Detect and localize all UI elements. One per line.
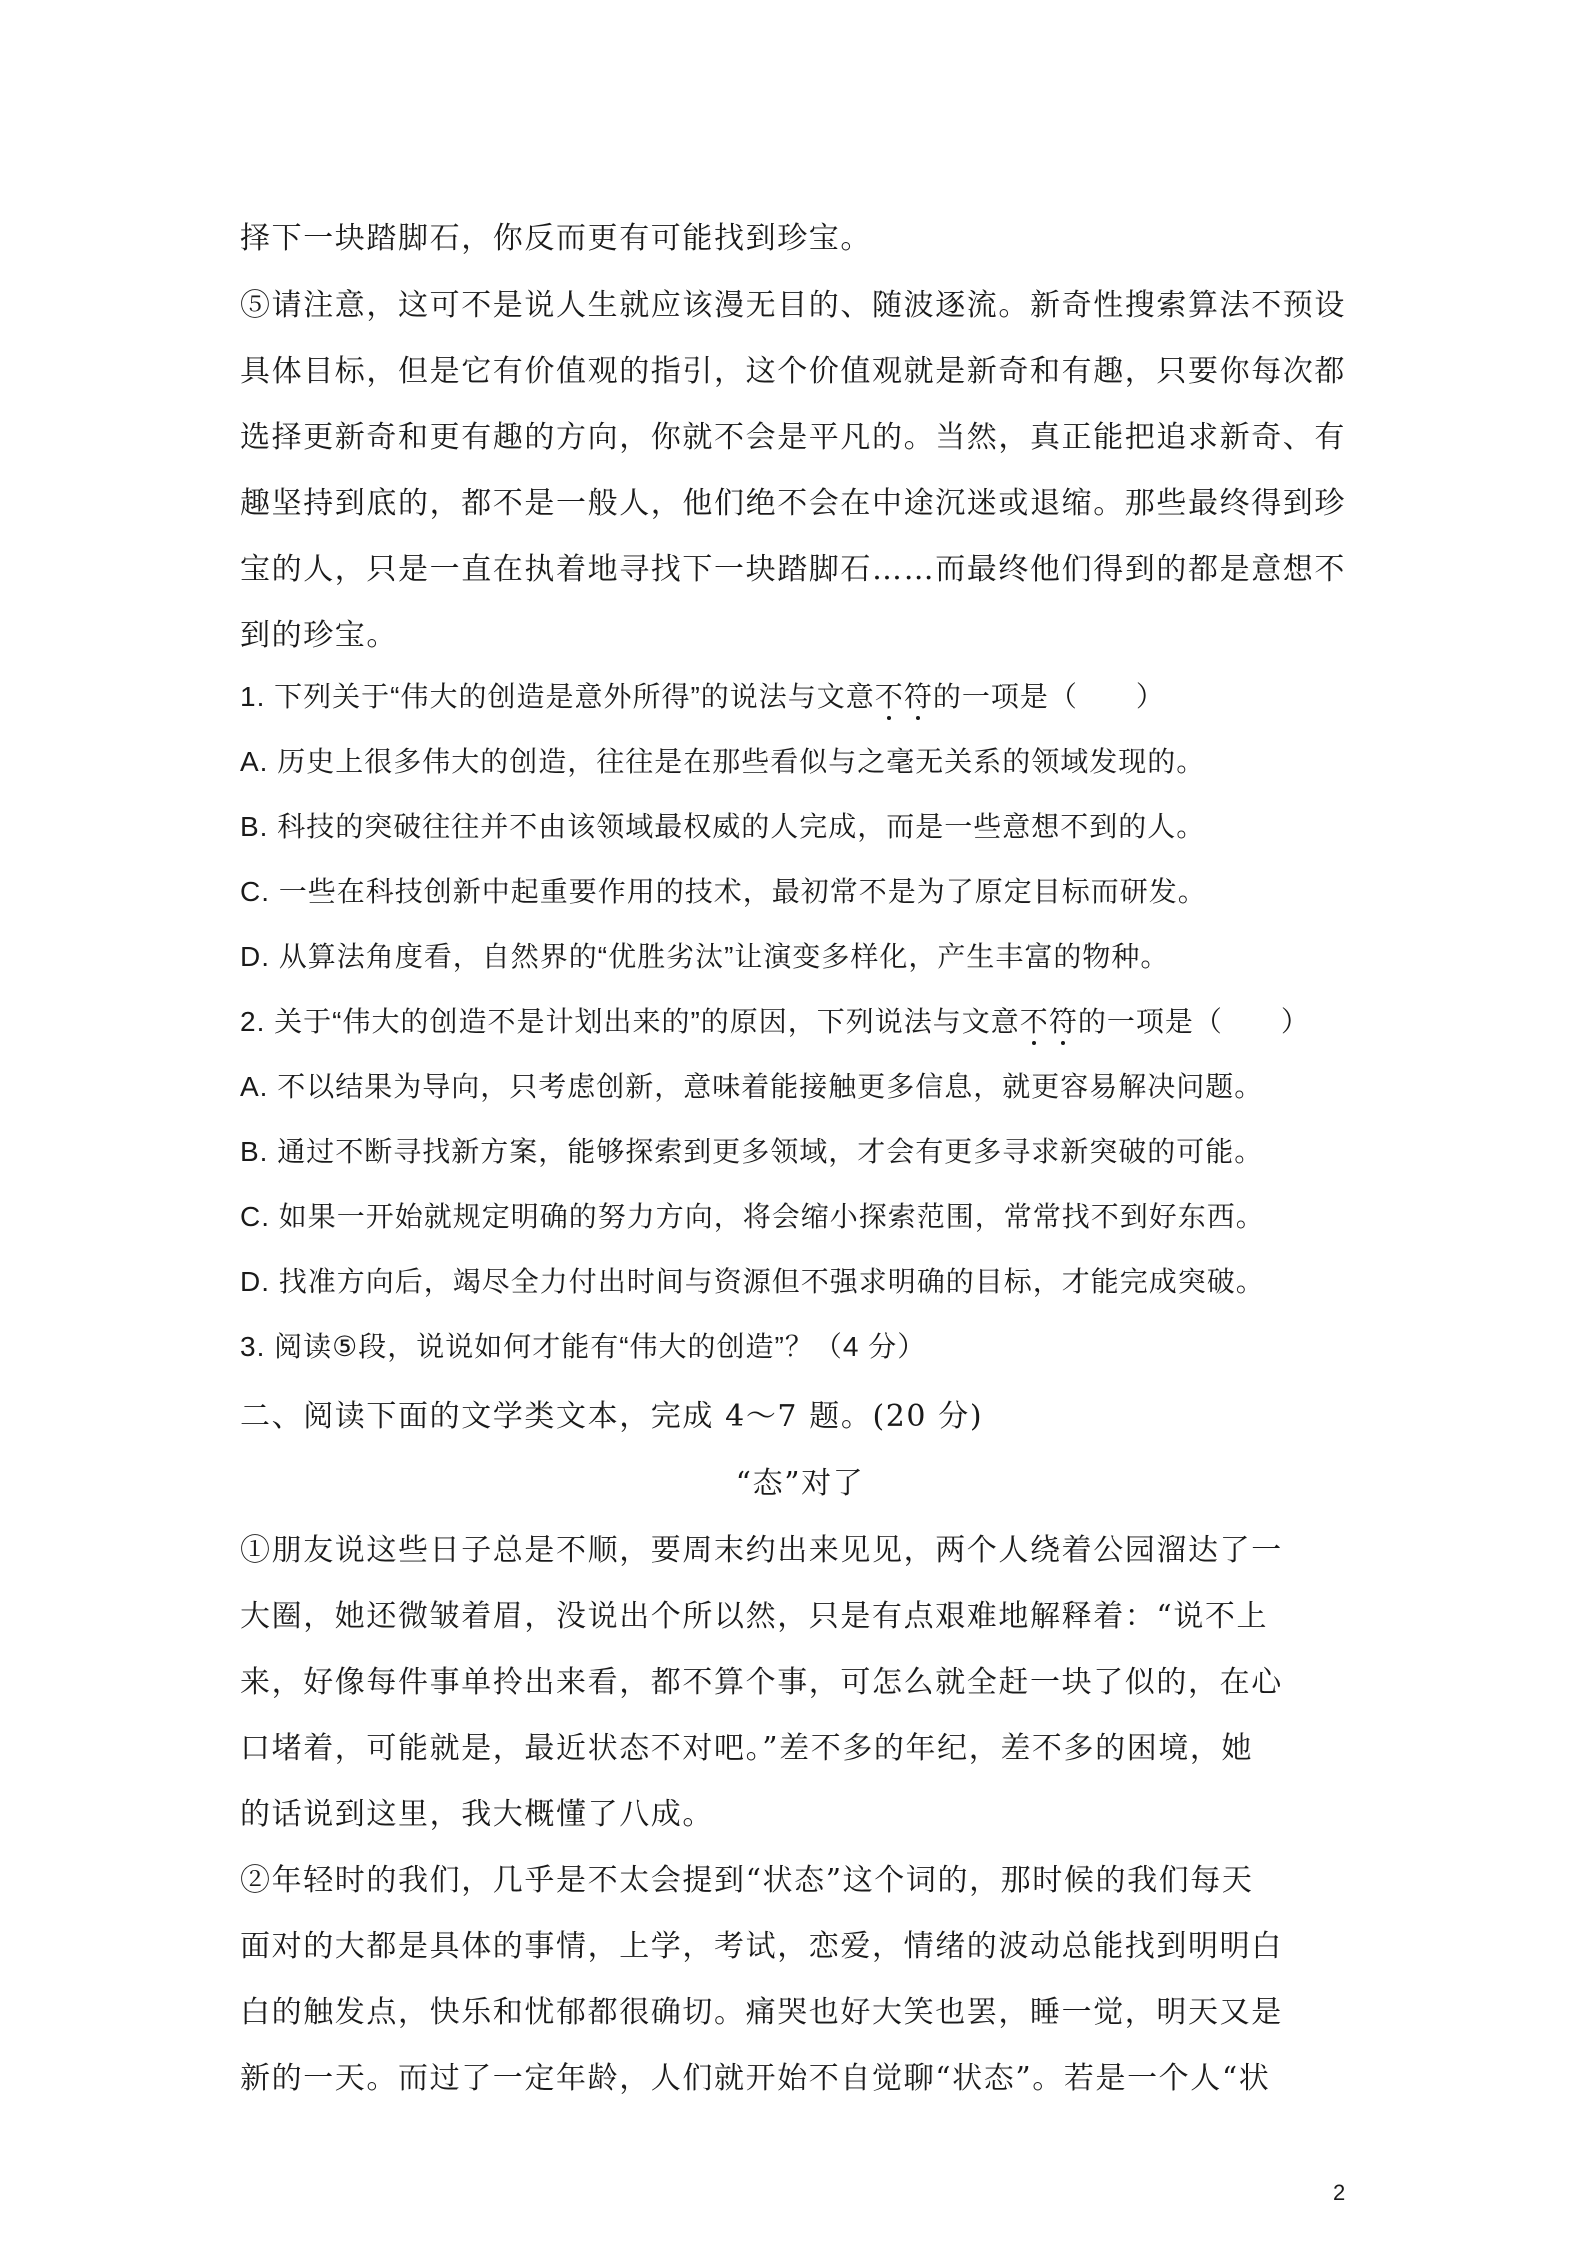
passage-line: 趣坚持到底的，都不是一般人，他们绝不会在中途沉迷或退缩。那些最终得到珍 (240, 486, 1346, 521)
article-line: 面对的大都是具体的事情，上学，考试，恋爱，情绪的波动总能找到明明白 (240, 1929, 1283, 1964)
option-2d: D. 找准方向后，竭尽全力付出时间与资源但不强求明确的目标，才能完成突破。 (240, 1266, 1265, 1297)
question-1-blank: 的一项是（ ） (932, 681, 1165, 712)
emphasis-char: 符 (1048, 1006, 1078, 1037)
option-1c: C. 一些在科技创新中起重要作用的技术，最初常不是为了原定目标而研发。 (240, 876, 1207, 907)
article-line: 新的一天。而过了一定年龄，人们就开始不自觉聊“状态”。若是一个人“状 (240, 2061, 1271, 2096)
option-2c: C. 如果一开始就规定明确的努力方向，将会缩小探索范围，常常找不到好东西。 (240, 1201, 1265, 1232)
emphasis-char: 不 (1019, 1006, 1049, 1037)
page-number: 2 (1333, 2180, 1346, 2205)
article-line: 口堵着，可能就是，最近状态不对吧。”差不多的年纪，差不多的困境，她 (240, 1731, 1254, 1766)
option-1d: D. 从算法角度看，自然界的“优胜劣汰”让演变多样化，产生丰富的物种。 (240, 941, 1170, 972)
passage-line: 具体目标，但是它有价值观的指引，这个价值观就是新奇和有趣，只要你每次都 (240, 354, 1346, 389)
article-line: 大圈，她还微皱着眉，没说出个所以然，只是有点艰难地解释着：“说不上 (240, 1599, 1269, 1634)
emphasis-char: 符 (903, 681, 933, 712)
question-1-text: 1. 下列关于“伟大的创造是意外所得”的说法与文意 (240, 681, 875, 712)
passage-line: 选择更新奇和更有趣的方向，你就不会是平凡的。当然，真正能把追求新奇、有 (240, 420, 1346, 455)
question-2-blank: 的一项是（ ） (1077, 1006, 1310, 1037)
option-1a: A. 历史上很多伟大的创造，往往是在那些看似与之毫无关系的领域发现的。 (240, 746, 1206, 777)
question-1 (240, 675, 1360, 715)
question-2-text: 2. 关于“伟大的创造不是计划出来的”的原因，下列说法与文意 (240, 1006, 1020, 1037)
article-line: 来，好像每件事单拎出来看，都不算个事，可怎么就全赶一块了似的，在心 (240, 1665, 1283, 1700)
article-line: ①朋友说这些日子总是不顺，要周末约出来见见，两个人绕着公园溜达了一 (240, 1533, 1283, 1568)
emphasis-char: 不 (874, 681, 904, 712)
passage-line: 到的珍宝。 (240, 618, 398, 653)
article-line: ②年轻时的我们，几乎是不太会提到“状态”这个词的，那时候的我们每天 (240, 1863, 1254, 1898)
passage-line: 宝的人，只是一直在执着地寻找下一块踏脚石……而最终他们得到的都是意想不 (240, 552, 1346, 587)
passage-line: ⑤请注意，这可不是说人生就应该漫无目的、随波逐流。新奇性搜索算法不预设 (240, 288, 1346, 323)
option-2b: B. 通过不断寻找新方案，能够探索到更多领域，才会有更多寻求新突破的可能。 (240, 1136, 1264, 1167)
option-1b: B. 科技的突破往往并不由该领域最权威的人完成，而是一些意想不到的人。 (240, 811, 1206, 842)
article-title: “态”对了 (735, 1466, 865, 1501)
option-2a: A. 不以结果为导向，只考虑创新，意味着能接触更多信息，就更容易解决问题。 (240, 1071, 1264, 1102)
article-line: 的话说到这里，我大概懂了八成。 (240, 1797, 714, 1832)
passage-line: 择下一块踏脚石，你反而更有可能找到珍宝。 (240, 221, 872, 256)
question-2 (240, 1000, 1360, 1040)
section-heading: 二、阅读下面的文学类文本，完成 4～7 题。(20 分) (240, 1399, 984, 1434)
question-3: 3. 阅读⑤段，说说如何才能有“伟大的创造”？（4 分） (240, 1331, 927, 1362)
article-line: 白的触发点，快乐和忧郁都很确切。痛哭也好大笑也罢，睡一觉，明天又是 (240, 1995, 1283, 2030)
